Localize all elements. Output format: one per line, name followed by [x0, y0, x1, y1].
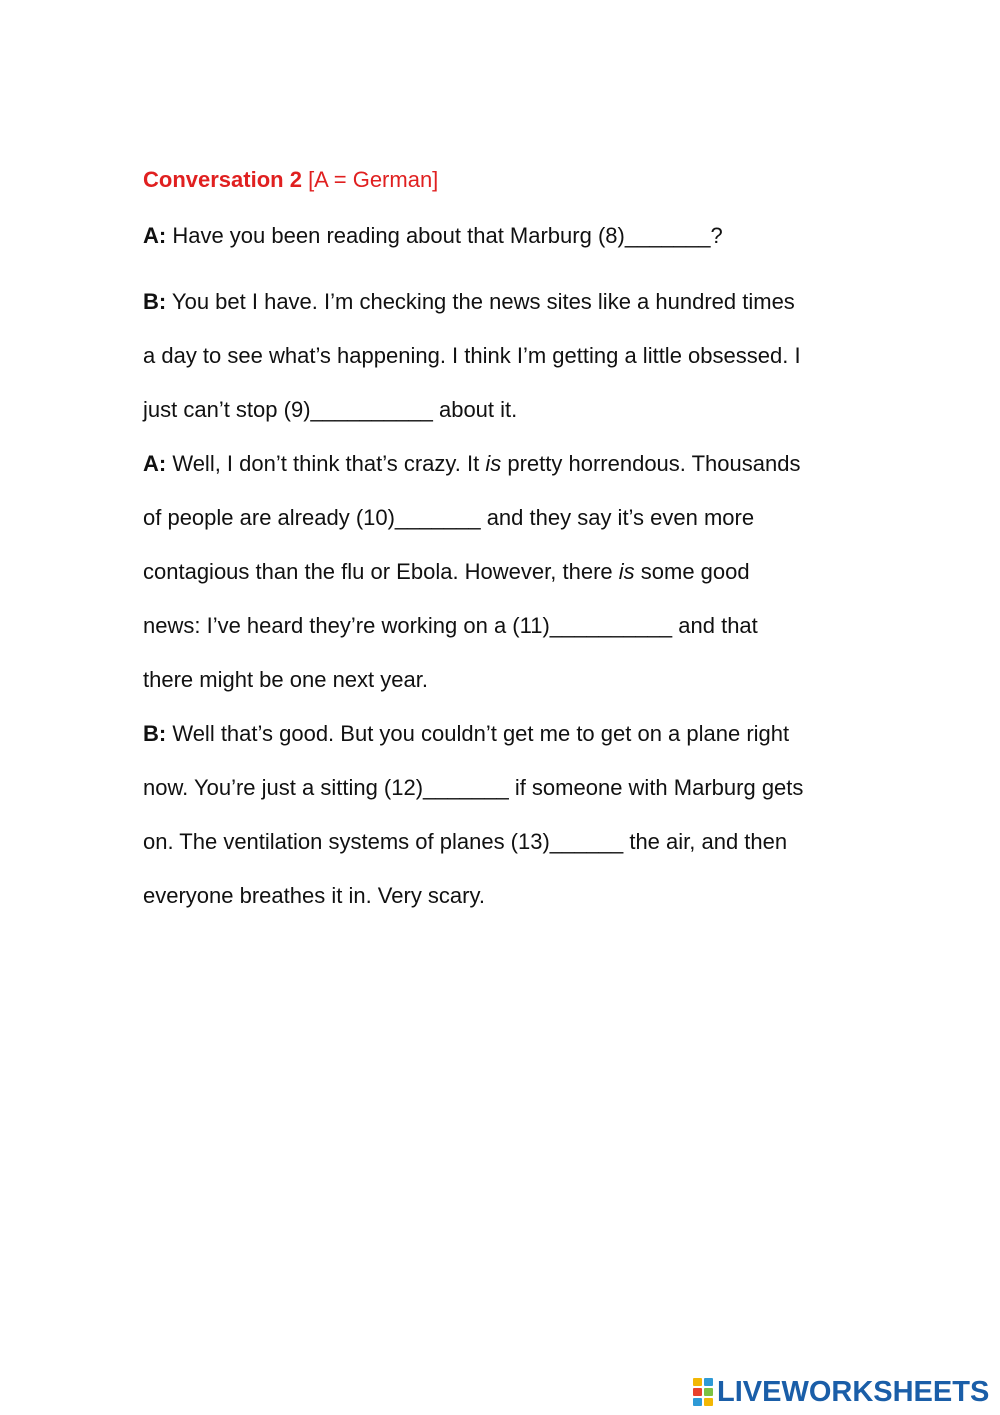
speaker-label: B:: [143, 721, 167, 746]
conversation-title: Conversation 2: [143, 167, 302, 192]
dialogue-line: [143, 666, 428, 694]
logo-square-icon: [704, 1398, 713, 1406]
dialogue-line: [143, 558, 750, 586]
dialogue-text: just can’t stop (9)__________ about it.: [143, 397, 518, 422]
dialogue-text: on. The ventilation systems of planes (13)______ the air, and then: [143, 829, 788, 854]
liveworksheets-logo: [692, 1374, 989, 1410]
dialogue-text: a day to see what’s happening. I think I’m getting a little obsessed. I: [143, 343, 801, 368]
logo-square-icon: [693, 1388, 702, 1396]
dialogue-line: [143, 504, 754, 532]
dialogue-text: of people are already (10)_______ and they say it’s even more: [143, 505, 755, 530]
dialogue-text: everyone breathes it in. Very scary.: [143, 883, 485, 908]
dialogue-line: [143, 612, 758, 640]
dialogue-text: pretty horrendous. Thousands: [501, 451, 801, 476]
dialogue-line: [143, 720, 789, 748]
dialogue-text: news: I’ve heard they’re working on a (11)__________ and that: [143, 613, 758, 638]
dialogue-text: Well that’s good. But you couldn’t get me to get on a plane right: [166, 721, 790, 746]
logo-square-icon: [704, 1388, 713, 1396]
dialogue-text: Well, I don’t think that’s crazy. It: [166, 451, 486, 476]
dialogue-line: [143, 450, 800, 478]
dialogue-line: [143, 396, 517, 424]
dialogue-line: [143, 342, 801, 370]
speaker-label: A:: [143, 451, 167, 476]
emphasis-text: is: [485, 451, 502, 476]
dialogue-text: Have you been reading about that Marburg (8)_______?: [166, 223, 723, 248]
conversation-heading: [143, 166, 438, 194]
logo-square-icon: [704, 1378, 713, 1386]
dialogue-text: some good: [634, 559, 750, 584]
liveworksheets-logo-icon: [692, 1377, 714, 1407]
dialogue-text: contagious than the flu or Ebola. However, there: [143, 559, 619, 584]
dialogue-line: [143, 222, 723, 250]
logo-square-icon: [693, 1378, 702, 1386]
dialogue-line: [143, 882, 485, 910]
dialogue-text: You bet I have. I’m checking the news sites like a hundred times: [166, 289, 795, 314]
dialogue-line: [143, 288, 795, 316]
dialogue-line: [143, 828, 787, 856]
emphasis-text: is: [618, 559, 635, 584]
logo-square-icon: [693, 1398, 702, 1406]
speaker-label: A:: [143, 223, 167, 248]
dialogue-line: [143, 774, 803, 802]
dialogue-text: there might be one next year.: [143, 667, 428, 692]
conversation-role-note: [A = German]: [308, 167, 439, 192]
speaker-label: B:: [143, 289, 167, 314]
dialogue-text: now. You’re just a sitting (12)_______ if someone with Marburg gets: [143, 775, 804, 800]
liveworksheets-logo-text: LIVEWORKSHEETS: [717, 1376, 990, 1408]
